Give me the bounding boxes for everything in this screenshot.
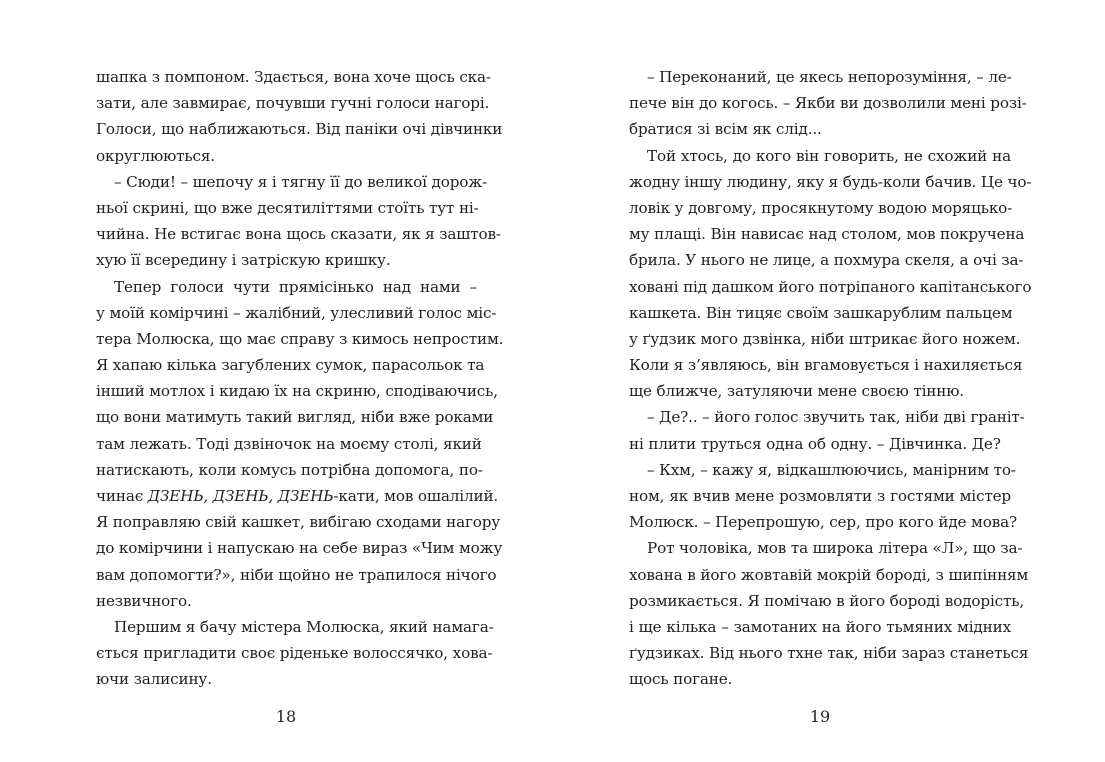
text-line: братися зі всім як слід... bbox=[629, 120, 822, 139]
text-line: ні плити труться одна об одну. – Дівчинка. Де? bbox=[629, 434, 1001, 453]
text-line: ном, як вчив мене розмовляти з гостями містер bbox=[629, 487, 1011, 505]
text-line: Першим я бачу містера Молюска, який намага- bbox=[114, 617, 494, 636]
text-line: – Сюди! – шепочу я і тягну її до великої дорож- bbox=[114, 172, 488, 191]
text-line: Рот чоловіка, мов та широка літера «Л», що за- bbox=[647, 539, 1023, 558]
page-number: 18 bbox=[275, 707, 297, 726]
text-line: Той хтось, до кого він говорить, не схожий на bbox=[647, 146, 1011, 165]
text-line: шапка з помпоном. Здається, вона хоче щось ска- bbox=[96, 68, 491, 86]
text-line: брила. У нього не лице, а похмура скеля, а очі за- bbox=[629, 251, 1024, 270]
text-line: там лежать. Тоді дзвіночок на моєму столі, який bbox=[96, 434, 482, 453]
text-line: до комірчини і напускаю на себе вираз «Чим можу bbox=[96, 539, 503, 558]
text-line: хована в його жовтавій мокрій бороді, з шипінням bbox=[629, 565, 1029, 584]
text-line: хую її всередину і затріскую кришку. bbox=[96, 251, 391, 270]
text-line: Тепер голоси чути прямісінько над нами – bbox=[114, 277, 477, 296]
text-line: му плащі. Він нависає над столом, мов покручена bbox=[629, 225, 1025, 244]
text-line: ється пригладити своє ріденьке волоссячко, хова- bbox=[96, 644, 493, 663]
text-line: Молюск. – Перепрошую, сер, про кого йде мова? bbox=[629, 513, 1017, 532]
right-page-text bbox=[629, 64, 1032, 693]
text-line: Я поправляю свій кашкет, вибігаю сходами нагору bbox=[96, 513, 501, 532]
text-line: кашкета. Він тицяє своїм зашкарублим пальцем bbox=[629, 303, 1013, 322]
text-line: Голоси, що наближаються. Від паніки очі дівчинки bbox=[96, 120, 503, 139]
text-line: ґудзиках. Від нього тхне так, ніби зараз станеться bbox=[629, 644, 1029, 663]
text-line: ловік у довгому, просякнутому водою моряцько- bbox=[629, 198, 1013, 217]
text-line: ще ближче, затуляючи мене своєю тінню. bbox=[629, 382, 964, 401]
text-line: округлюються. bbox=[96, 146, 215, 165]
text-line: інший мотлох і кидаю їх на скриню, сподіваючись, bbox=[96, 382, 498, 401]
right-page bbox=[552, 0, 1105, 762]
text-line-with-italic bbox=[96, 483, 499, 509]
text-segment: -кати, мов ошалілий. bbox=[333, 487, 499, 505]
text-line: Я хапаю кілька загублених сумок, парасольок та bbox=[96, 356, 485, 375]
text-line: незвичного. bbox=[96, 591, 192, 610]
text-segment: чинає bbox=[96, 487, 148, 505]
text-line: натискають, коли комусь потрібна допомога, по- bbox=[96, 460, 483, 479]
text-line: – Де?.. – його голос звучить так, ніби дві граніт- bbox=[647, 408, 1025, 427]
text-line: щось погане. bbox=[629, 670, 733, 689]
text-line: у моїй комірчині – жалібний, улесливий голос міс- bbox=[96, 303, 497, 322]
text-line: у ґудзик мого дзвінка, ніби штрикає його ножем. bbox=[629, 329, 1021, 348]
text-line: ючи залисину. bbox=[96, 670, 212, 689]
left-page-text bbox=[96, 64, 504, 693]
text-line: що вони матимуть такий вигляд, ніби вже роками bbox=[96, 408, 494, 427]
text-line: і ще кілька – замотаних на його тьмяних мідних bbox=[629, 617, 1011, 636]
text-line: пече він до когось. – Якби ви дозволили мені розі- bbox=[629, 94, 1027, 113]
text-line: жодну іншу людину, яку я будь-коли бачив. Це чо- bbox=[629, 172, 1032, 191]
text-line: чийна. Не встигає вона щось сказати, як я заштов- bbox=[96, 225, 501, 244]
text-line: зати, але завмирає, почувши гучні голоси нагорі. bbox=[96, 94, 490, 113]
text-line: Коли я з’являюсь, він вгамовується і нахиляється bbox=[629, 356, 1023, 375]
text-line: тера Молюска, що має справу з кимось непростим. bbox=[96, 329, 504, 348]
page-number: 19 bbox=[809, 707, 831, 726]
text-line: ховані під дашком його потріпаного капітанського bbox=[629, 277, 1032, 296]
text-line: – Переконаний, це якесь непорозуміння, – ле- bbox=[647, 68, 1012, 86]
text-line: – Кхм, – кажу я, відкашлюючись, манірним то- bbox=[647, 460, 1016, 479]
left-page bbox=[0, 0, 552, 762]
text-line: ньої скрині, що вже десятиліттями стоїть тут ні- bbox=[96, 198, 479, 217]
italic-emphasis: ДЗЕНЬ, ДЗЕНЬ, ДЗЕНЬ bbox=[147, 487, 334, 505]
text-line: розмикається. Я помічаю в його бороді водорість, bbox=[629, 591, 1025, 610]
text-line: вам допомогти?», ніби щойно не трапилося нічого bbox=[96, 565, 497, 584]
